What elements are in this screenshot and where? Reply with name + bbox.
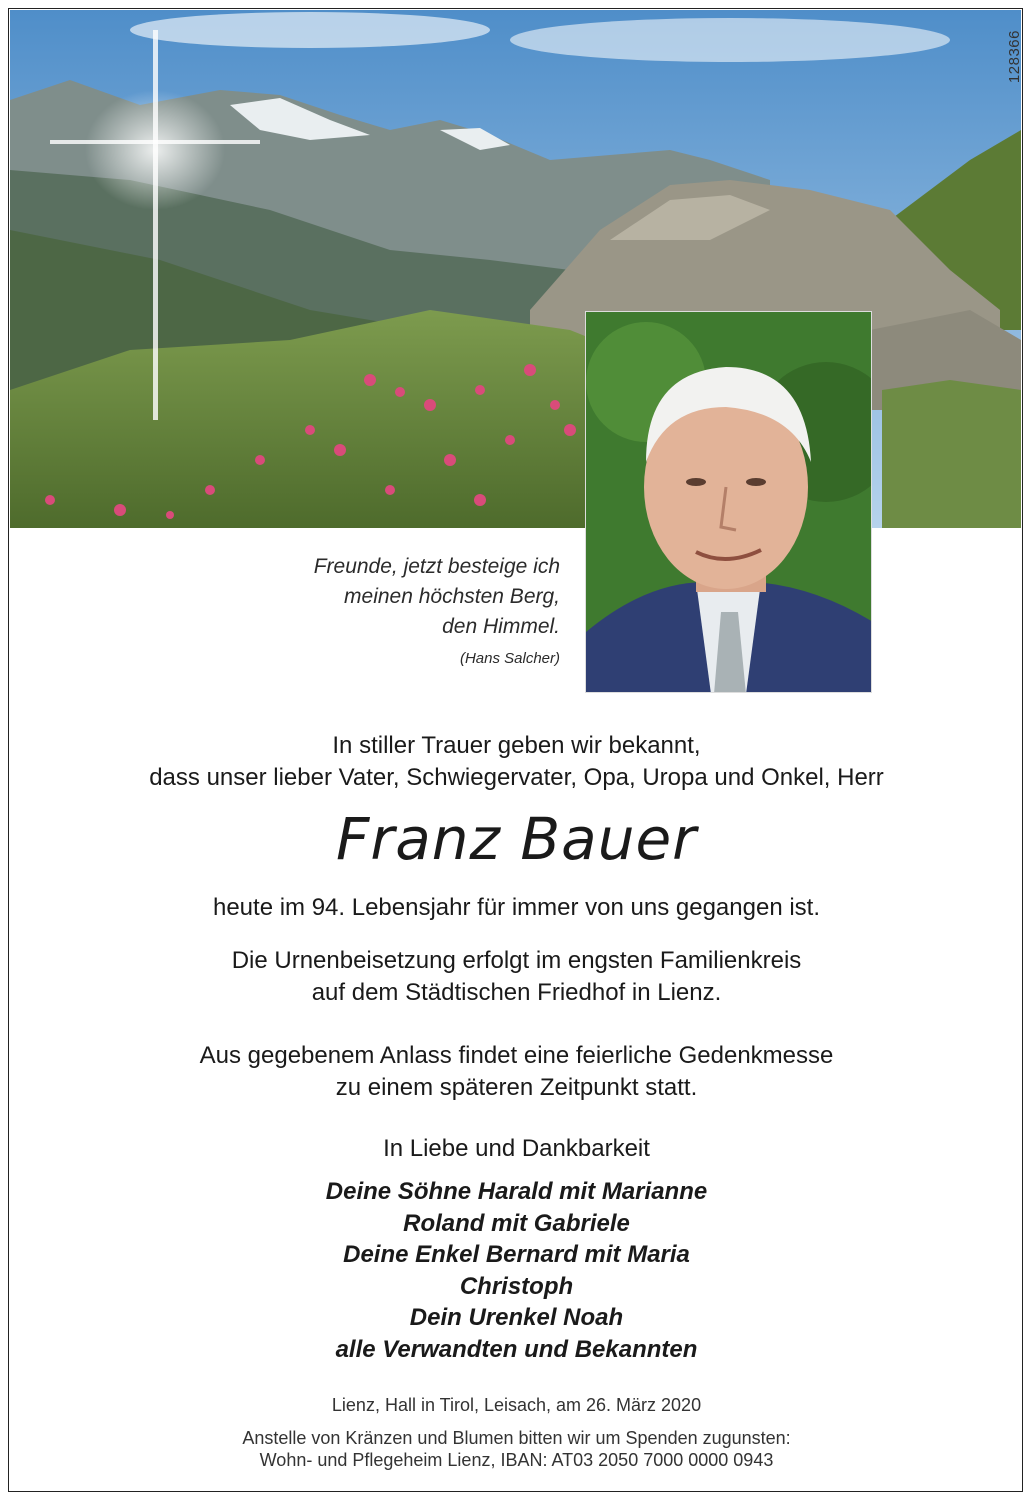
- family-list: [0, 1176, 1033, 1365]
- family-member: Deine Söhne Harald mit Marianne: [325, 1178, 708, 1205]
- family-member: Dein Urenkel Noah: [409, 1304, 624, 1331]
- donation-line: Wohn- und Pflegeheim Lienz, IBAN: AT03 2050 7000 0000 0943: [259, 1450, 774, 1470]
- quote: [250, 552, 560, 670]
- family-member: Deine Enkel Bernard mit Maria: [343, 1241, 690, 1268]
- family-member: Roland mit Gabriele: [403, 1209, 630, 1237]
- closing-phrase: In Liebe und Dankbarkeit: [383, 1135, 650, 1162]
- quote-line: den Himmel.: [442, 615, 560, 638]
- quote-line: meinen höchsten Berg,: [344, 585, 560, 608]
- burial-line: auf dem Städtischen Friedhof in Lienz.: [311, 979, 722, 1006]
- portrait-photo: [585, 311, 872, 693]
- donation-line: Anstelle von Kränzen und Blumen bitten wir um Spenden zugunsten:: [242, 1428, 791, 1448]
- intro-line: In stiller Trauer geben wir bekannt,: [332, 732, 701, 759]
- burial-info: [0, 945, 1033, 1009]
- intro-line: dass unser lieber Vater, Schwiegervater, Opa, Uropa und Onkel, Herr: [149, 764, 884, 791]
- place-and-date: Lienz, Hall in Tirol, Leisach, am 26. März 2020: [331, 1395, 702, 1415]
- family-member: Christoph: [459, 1272, 574, 1300]
- announcement-intro: [0, 730, 1033, 794]
- quote-author: (Hans Salcher): [459, 650, 560, 667]
- memorial-mass-info: [0, 1040, 1033, 1104]
- age-statement: heute im 94. Lebensjahr für immer von uns gegangen ist.: [212, 894, 821, 921]
- reference-number: 128366: [1006, 30, 1023, 84]
- family-member: alle Verwandten und Bekannten: [335, 1335, 698, 1363]
- burial-line: Die Urnenbeisetzung erfolgt im engsten Familienkreis: [231, 947, 802, 974]
- mass-line: Aus gegebenem Anlass findet eine feierliche Gedenkmesse: [199, 1042, 834, 1069]
- deceased-name: Franz Bauer: [335, 805, 697, 873]
- mass-line: zu einem späteren Zeitpunkt statt.: [335, 1074, 698, 1101]
- donation-note: [0, 1427, 1033, 1471]
- quote-line: Freunde, jetzt besteige ich: [313, 555, 560, 578]
